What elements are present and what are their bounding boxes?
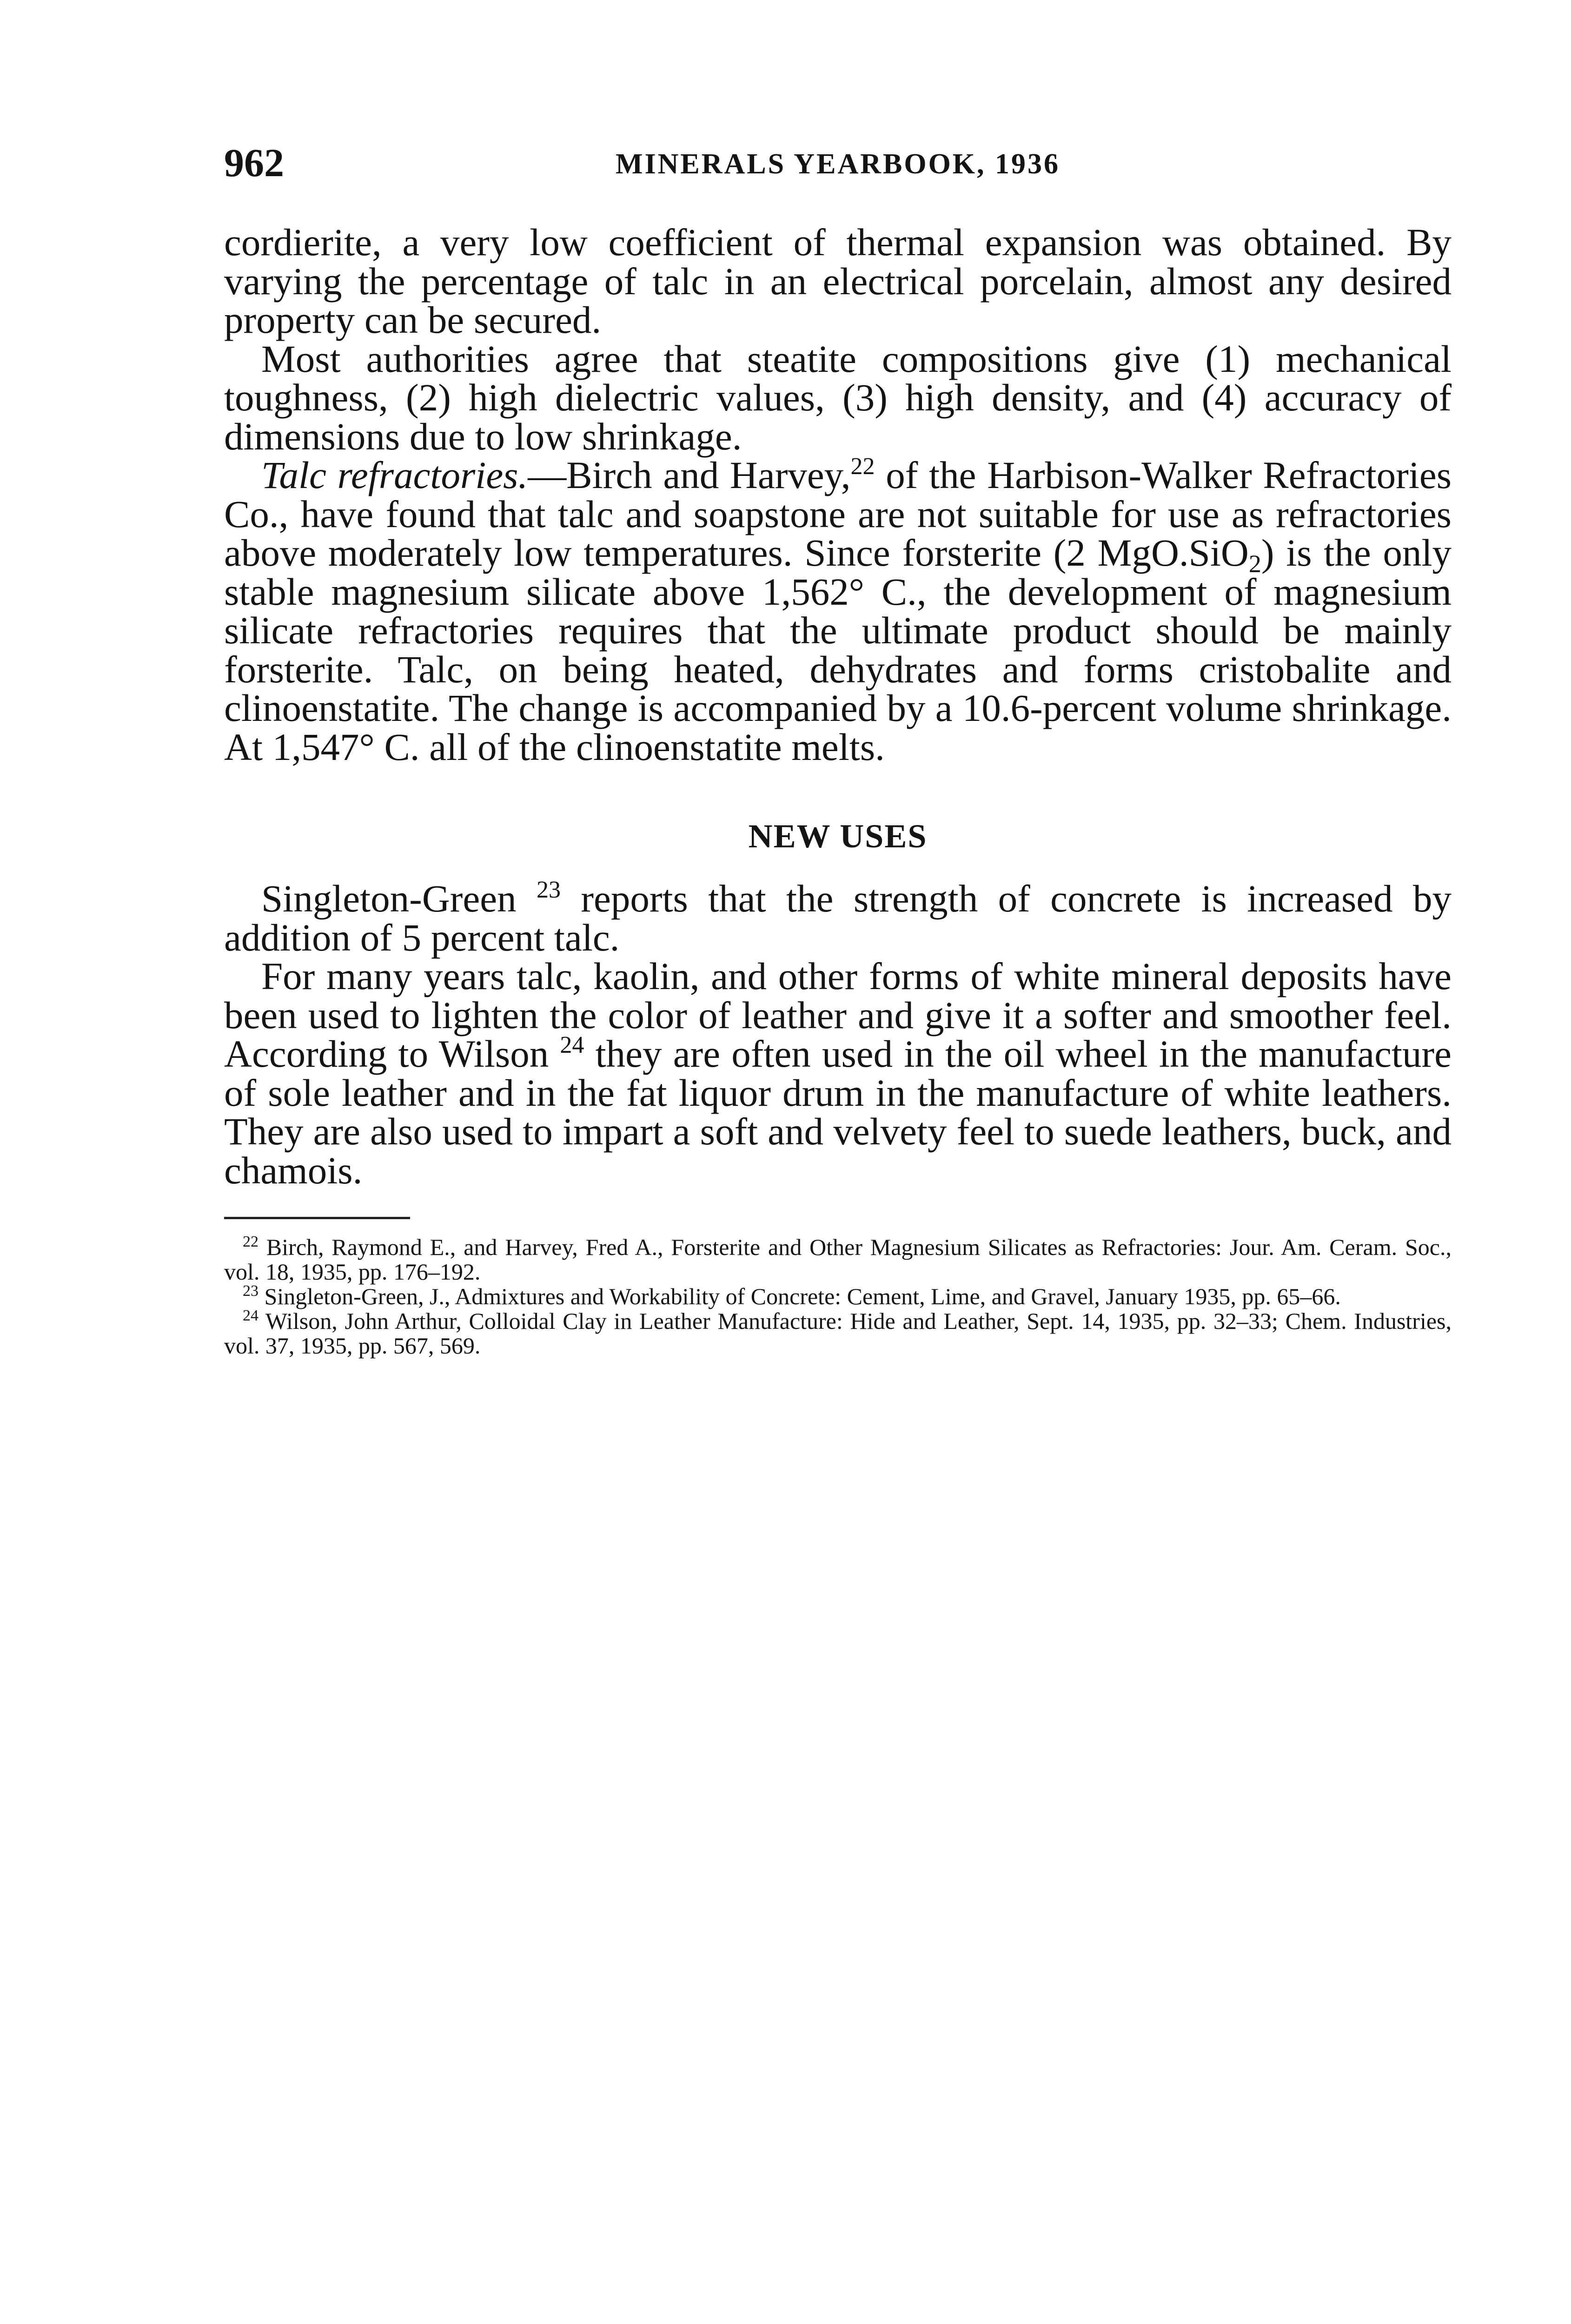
footnote-divider bbox=[224, 1217, 410, 1219]
footnote-text: Wilson, John Arthur, Colloidal Clay in Leather Manufacture: Hide and Leather, Sept. 14, 1935, pp. 32–33; Chem. Industries, vol. 37, 1935, pp. 567, 569. bbox=[224, 1308, 1452, 1359]
paragraph-3 bbox=[224, 453, 1452, 768]
running-title: MINERALS YEARBOOK, 1936 bbox=[615, 148, 1061, 180]
footnote-number: 24 bbox=[243, 1307, 259, 1324]
paragraph-5 bbox=[224, 957, 1452, 1190]
page-number: 962 bbox=[224, 140, 284, 185]
paragraph-3-text-c: ) is the only stable magnesium silicate above 1,562° C., the development of magnesium silicate refractories requires that the ultimate product should be mainly forsterite. Talc, on being heated, dehydrates and forms cristobalite and clinoenstatite. The change is accompanied by a 10.6-percent volume shrinkage. At 1,547° C. all of the clinoenstatite melts. bbox=[224, 531, 1452, 768]
paragraph-3-text-a: Birch and Harvey, bbox=[566, 454, 851, 496]
em-dash: — bbox=[528, 454, 567, 496]
paragraph-4-text-a: Singleton-Green bbox=[261, 877, 537, 920]
body-text bbox=[224, 223, 1452, 1358]
footnote-text: Singleton-Green, J., Admixtures and Workability of Concrete: Cement, Lime, and Gravel, January 1935, pp. 65–66. bbox=[264, 1283, 1341, 1309]
footnote-ref-24: 24 bbox=[560, 1032, 584, 1058]
footnote-text: Birch, Raymond E., and Harvey, Fred A., Forsterite and Other Magnesium Silicates as Refractories: Jour. Am. Ceram. Soc., vol. 18, 1935, pp. 176–192. bbox=[224, 1234, 1452, 1285]
subscript-2: 2 bbox=[1248, 550, 1261, 578]
paragraph-3-text-b: of the Harbison-Walker Refractories Co., have found that talc and soapstone are not suitable for use as refractories above moderately low temperatures. Since forsterite (2 MgO.SiO bbox=[224, 454, 1452, 574]
paragraph-2: Most authorities agree that steatite compositions give (1) mechanical toughness, (2) high dielectric values, (3) high density, and (4) accuracy of dimensions due to low shrinkage. bbox=[224, 337, 1452, 458]
paragraph-4-text-b: reports that the strength of concrete is increased by addition of 5 percent talc. bbox=[224, 877, 1452, 959]
paragraph-5-text-a: For many years talc, kaolin, and other forms of white mineral deposits have been used to lighten the color of leather and give it a softer and smoother feel. According to Wilson bbox=[224, 955, 1452, 1075]
page-header bbox=[224, 139, 1452, 186]
paragraph-5-text-b: they are often used in the oil wheel in the manufacture of sole leather and in the fat liquor drum in the manufacture of white leathers. They are also used to impart a soft and velvety feel to suede leathers, buck, and chamois. bbox=[224, 1032, 1452, 1192]
footnote-ref-23: 23 bbox=[536, 877, 561, 903]
footnote-number: 23 bbox=[243, 1282, 259, 1300]
paragraph-4 bbox=[224, 879, 1452, 957]
section-heading-new-uses: NEW USES bbox=[748, 818, 928, 855]
footnote-23 bbox=[224, 1284, 1452, 1309]
footnote-number: 22 bbox=[243, 1233, 259, 1250]
footnote-22 bbox=[224, 1235, 1452, 1284]
talc-refractories-run-in-heading: Talc refractories. bbox=[261, 454, 528, 496]
footnote-24 bbox=[224, 1309, 1452, 1358]
footnotes bbox=[224, 1235, 1452, 1358]
footnote-ref-22: 22 bbox=[850, 453, 875, 480]
paragraph-1: cordierite, a very low coefficient of thermal expansion was obtained. By varying the percentage of talc in an electrical porcelain, almost any desired property can be secured. bbox=[224, 221, 1452, 341]
